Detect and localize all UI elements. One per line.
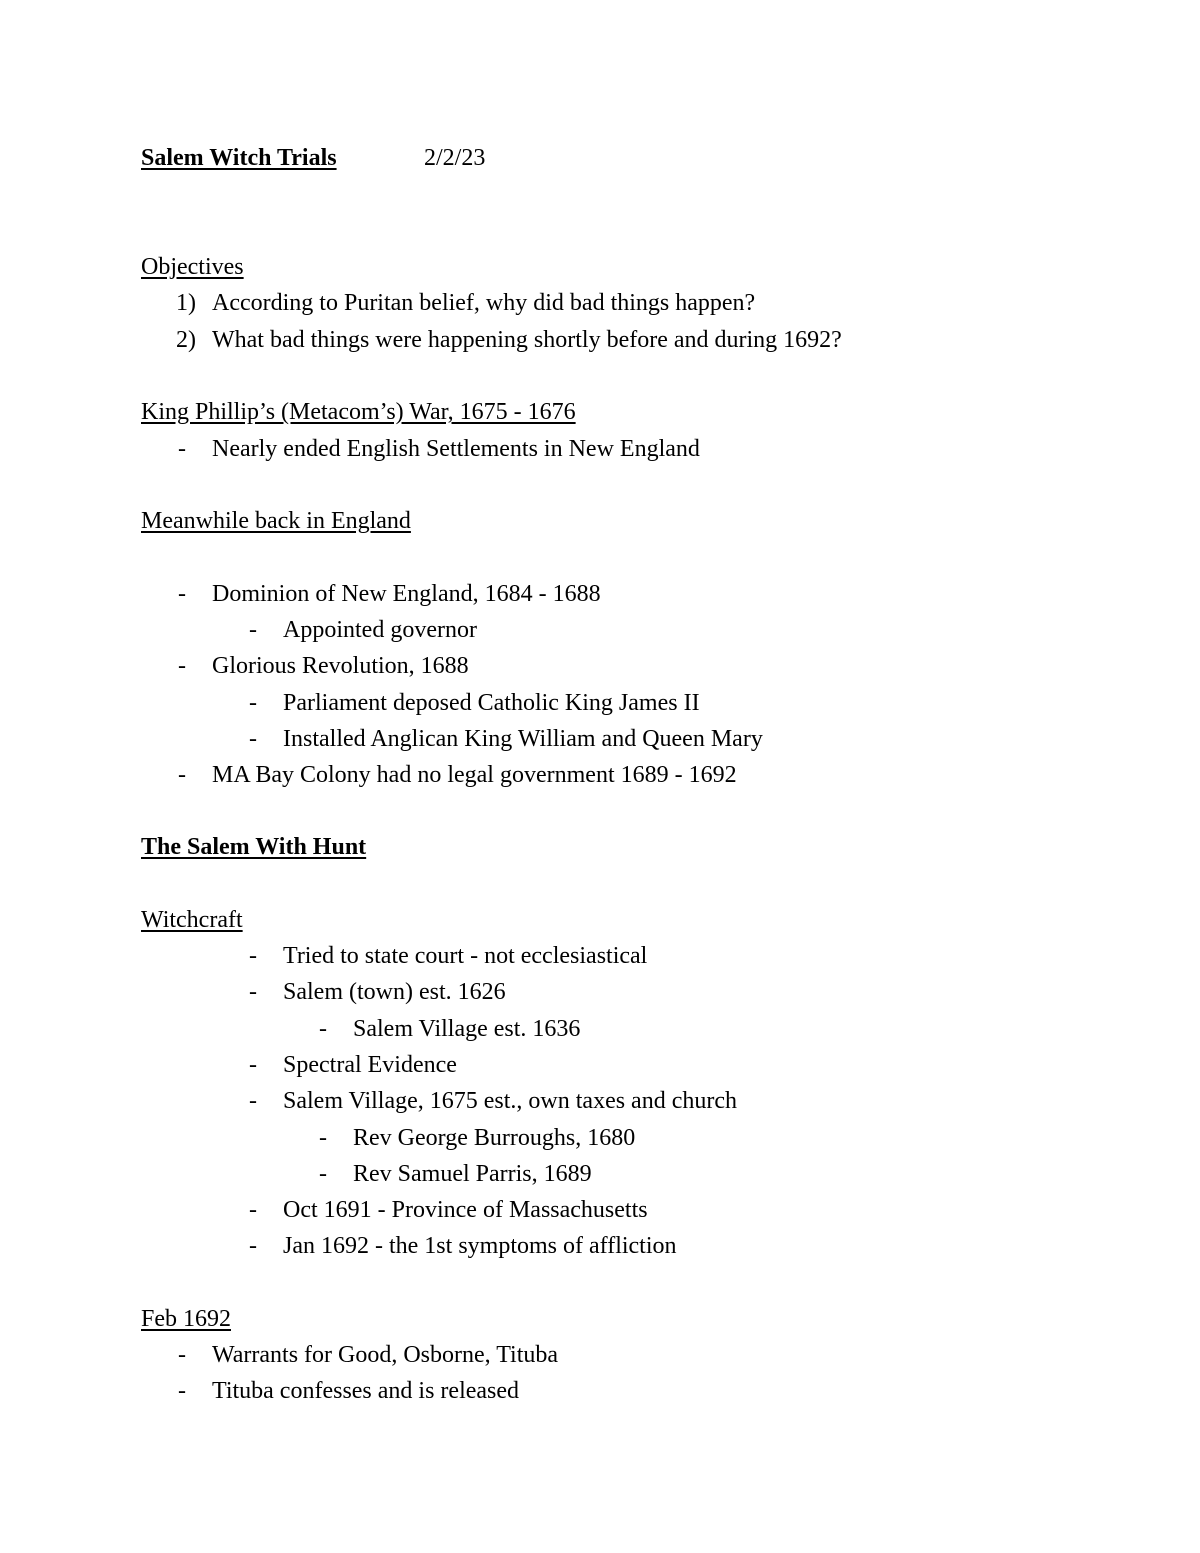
list-item-text: Salem Village, 1675 est., own taxes and church: [283, 1088, 738, 1114]
objectives-heading: Objectives: [141, 254, 244, 280]
list-item-text: Glorious Revolution, 1688: [212, 653, 469, 679]
list-marker: -: [249, 726, 257, 752]
feb-1692-heading: Feb 1692: [141, 1306, 231, 1332]
list-marker: -: [178, 1342, 186, 1368]
list-item-text: Spectral Evidence: [283, 1052, 457, 1078]
list-marker: -: [249, 943, 257, 969]
list-item-text: Rev Samuel Parris, 1689: [353, 1161, 592, 1187]
list-marker: -: [178, 436, 186, 462]
list-marker: -: [249, 1197, 257, 1223]
list-marker: -: [319, 1161, 327, 1187]
list-marker: -: [319, 1016, 327, 1042]
section-title: The Salem With Hunt: [141, 834, 367, 860]
document-title: Salem Witch Trials: [141, 145, 337, 171]
witchcraft-heading: Witchcraft: [141, 907, 243, 933]
list-item-text: Parliament deposed Catholic King James II: [283, 690, 700, 716]
list-marker: -: [249, 617, 257, 643]
list-marker: 1): [176, 290, 196, 316]
list-item-text: What bad things were happening shortly before and during 1692?: [212, 327, 842, 353]
list-item-text: MA Bay Colony had no legal government 1689 - 1692: [212, 762, 737, 788]
list-item-text: Tituba confesses and is released: [212, 1378, 520, 1404]
list-marker: -: [249, 690, 257, 716]
list-item-text: Tried to state court - not ecclesiastical: [283, 943, 648, 969]
list-marker: -: [178, 1378, 186, 1404]
document-date: 2/2/23: [424, 145, 486, 171]
list-item-text: Dominion of New England, 1684 - 1688: [212, 581, 601, 607]
list-marker: -: [178, 581, 186, 607]
list-marker: -: [249, 1233, 257, 1259]
list-item-text: Salem Village est. 1636: [353, 1016, 581, 1042]
list-marker: 2): [176, 327, 196, 353]
list-marker: -: [319, 1125, 327, 1151]
list-item-text: Oct 1691 - Province of Massachusetts: [283, 1197, 648, 1223]
list-item-text: Installed Anglican King William and Queen Mary: [283, 726, 763, 752]
list-item-text: Jan 1692 - the 1st symptoms of affliction: [283, 1233, 677, 1259]
list-item-text: Salem (town) est. 1626: [283, 979, 506, 1005]
list-item-text: Appointed governor: [283, 617, 477, 643]
list-item-text: Nearly ended English Settlements in New England: [212, 436, 700, 462]
meanwhile-heading: Meanwhile back in England: [141, 508, 411, 534]
list-marker: -: [178, 762, 186, 788]
king-phillip-heading: King Phillip’s (Metacom’s) War, 1675 - 1676: [141, 399, 576, 425]
list-marker: -: [249, 979, 257, 1005]
list-item-text: According to Puritan belief, why did bad things happen?: [212, 290, 756, 316]
list-marker: -: [178, 653, 186, 679]
list-marker: -: [249, 1088, 257, 1114]
list-item-text: Warrants for Good, Osborne, Tituba: [212, 1342, 559, 1368]
list-marker: -: [249, 1052, 257, 1078]
list-item-text: Rev George Burroughs, 1680: [353, 1125, 636, 1151]
